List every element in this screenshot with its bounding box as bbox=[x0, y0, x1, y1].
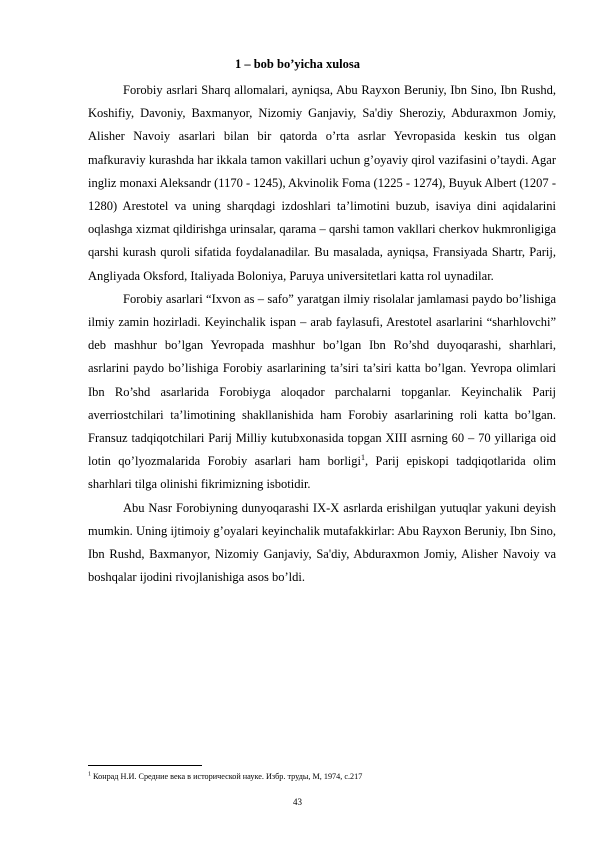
paragraph-2 bbox=[88, 288, 556, 497]
paragraph-2-text: Forobiy asarlari “Ixvon as – safo” yaratgan ilmiy risolalar jamlamasi paydo bo’lishiga ilmiy zamin hozirladi. Keyinchalik ispan – arab faylasufi, Arestotel asarlarini “sharhlovchi” deb mashhur bo’lgan Yevropada mashhur bo’lgan Ibn Ro’shd duyoqarashi, sharhlari, asrlarini paydo bo’lishiga Forobiy asarlarining ta’siri ta’siri katta bo’lgan. Yevropa olimlari Ibn Ro’shd asarlarida Forobiyga aloqador parchalarni topganlar. Keyinchalik Parij averriostchilari ta’limotining shakllanishida ham Forobiy asarlarining roli katta bo’lgan. Fransuz tadqiqotchilari Parij Milliy kutubxonasida topgan XIII asrning 60 – 70 yillariga oid lotin qo’lyozmalarida Forobiy asarlari ham borligi bbox=[88, 291, 556, 469]
footnote bbox=[88, 771, 558, 782]
footnote-reference[interactable]: 1 bbox=[361, 453, 365, 463]
footnote-mark: 1 bbox=[88, 771, 91, 778]
section-heading: 1 – bob bo’yicha xulosa bbox=[234, 57, 361, 71]
paragraph-1: Forobiy asrlari Sharq allomalari, ayniqsa, Abu Rayxon Beruniy, Ibn Sino, Ibn Rushd, Koshifiy, Davoniy, Baxmanyor, Nizomiy Ganjaviy, Sa'diy Sheroziy, Abduraxmon Jomiy, Alisher Navoiy asarlari bilan bir qatorda o’rta asrlar Yevropasida keskin tus olgan mafkuraviy kurashda har ikkala tamon vakillari uchun g’oyaviy qirol vazifasini o’taydi. Agar ingliz monaxi Aleksandr (1170 - 1245), Akvinolik Foma (1225 - 1274), Buyuk Albert (1207 - 1280) Arestotel va uning sharqdagi izdoshlari ta’limotini buzub, isaviya dini aqidalarini oqlashga xizmat qildirishga urinsalar, qarama – qarshi tamon vakllari cherkov hukmronligiga qarshi kurash quroli sifatida foydalanadilar. Bu masalada, ayniqsa, Fransiyada Shartr, Parij, Angliyada Oksford, Italiyada Boloniya, Paruya universitetlari katta rol uynadilar. bbox=[88, 83, 556, 283]
footnote-text: Конрад Н.И. Средние века в исторической науке. Избр. труды, М, 1974, с.217 bbox=[91, 772, 363, 781]
body-text bbox=[88, 79, 556, 589]
page-number: 43 bbox=[293, 797, 302, 807]
paragraph-3: Abu Nasr Forobiyning dunyoqarashi IX-X asrlarda erishilgan yutuqlar yakuni deyish mumkin. Uning ijtimoiy g’oyalari keyinchalik mutafakkirlar: Abu Rayxon Beruniy, Ibn Sino, Ibn Rushd, Baxmanyor, Nizomiy Ganjaviy, Sa'diy, Abduraxmon Jomiy, Alisher Navoiy va boshqalar ijodini rivojlanishiga asos bo’ldi. bbox=[88, 500, 556, 585]
paragraph-2-text-cont: , Parij episkopi tadqiqotlarida olim sharhlari tilga olinishi fikrimizning isbotidir. bbox=[88, 454, 556, 492]
footnote-divider bbox=[88, 765, 202, 766]
